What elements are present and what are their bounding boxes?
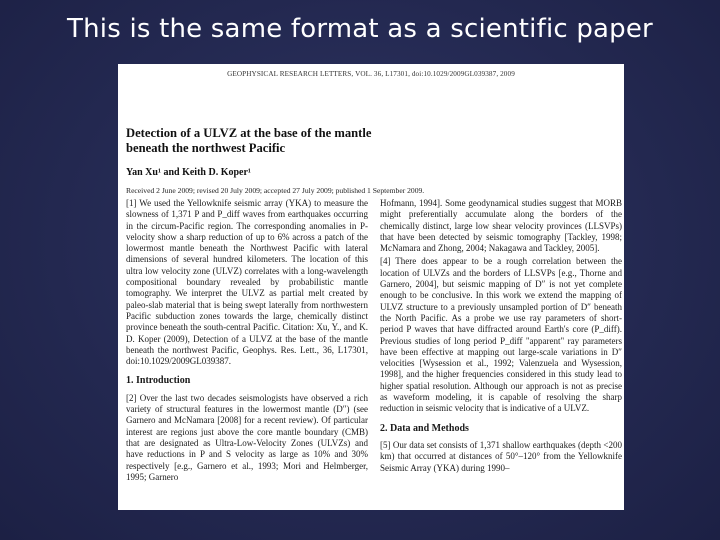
publication-dates: Received 2 June 2009; revised 20 July 2009; accepted 27 July 2009; published 1 September 2009.: [126, 186, 425, 195]
paper-title-line-1: Detection of a ULVZ at the base of the mantle: [126, 126, 372, 140]
right-paragraph-continued: Hofmann, 1994]. Some geodynamical studies suggest that MORB might preferentially accumulate along the borders of the chemically distinct, large low shear velocity provinces (LLSVPs) that have been detected by seismic tomography [Tackley, 1998; McNamara and Zhong, 2004; Nakagawa and Tackley, 2005].: [380, 198, 622, 254]
right-paragraph-4: [4] There does appear to be a rough correlation between the location of ULVZs and the borders of LLSVPs [e.g., Thorne and Garnero, 2004], but seismic mapping of D″ is not yet complete enough to be conclusive. In this work we extend the mapping of ULVZ structure to a previously unsampled portion of D″ beneath the North Pacific. As a probe we use ray parameters of short-period P waves that have diffracted around Earth's core (P_diff). Previous studies of long period P_diff "apparent" ray parameters have been effective at mapping out large-scale variations in D″ velocities [Wysession et al., 1992; Valenzuela and Wysession, 1998], and the higher frequencies considered in this study lead to higher spatial resolution. Although our approach is not as precise as waveform modeling, it is capable of resolving the sharp reduction in seismic velocity that is indicative of a ULVZ.: [380, 256, 622, 414]
running-head: GEOPHYSICAL RESEARCH LETTERS, VOL. 36, L17301, doi:10.1029/2009GL039387, 2009: [227, 70, 515, 78]
section-1-paragraph: [2] Over the last two decades seismologists have observed a rich variety of structural features in the lowermost mantle (D″) (see Garnero and McNamara [2008] for a recent review). Of particular interest are regions just above the core mantle boundary (CMB) that are designated as Ultra-Low-Velocity Zones (ULVZs) and have reductions in P and S velocity as large as 10% and 30% respectively [e.g., Garnero et al., 1993; Mori and Helmberger, 1995; Garnero: [126, 392, 368, 482]
slide-title: This is the same format as a scientific paper: [67, 14, 653, 44]
paper-title: [126, 126, 526, 156]
right-column: [380, 198, 622, 474]
section-1-heading: 1. Introduction: [126, 375, 191, 387]
left-column: [126, 198, 368, 483]
authors: Yan Xu¹ and Keith D. Koper¹: [126, 167, 251, 178]
paper-page-image: [118, 64, 624, 510]
paper-title-line-2: beneath the northwest Pacific: [126, 141, 286, 155]
abstract: [1] We used the Yellowknife seismic array (YKA) to measure the slowness of 1,371 P and P_diff waves from earthquakes occurring in the circum-Pacific region. The corresponding anomalies in P-velocity show a sharp reduction of up to 6% across a patch of the lowermost mantle beneath the Northwest Pacific with lateral dimensions of several hundred kilometers. The location of this ultra low velocity zone (ULVZ) correlates with a long-wavelength compositional boundary revealed by probabilistic mantle tomography. We interpret the ULVZ as partial melt created by paleo-slab material that is being swept laterally from northwestern Pacific subduction zones towards the large, chemically distinct province beneath the south-central Pacific. Citation: Xu, Y., and K. D. Koper (2009), Detection of a ULVZ at the base of the mantle beneath the northwest Pacific, Geophys. Res. Lett., 36, L17301, doi:10.1029/2009GL039387.: [126, 198, 368, 367]
section-2-paragraph: [5] Our data set consists of 1,371 shallow earthquakes (depth <200 km) that occurred at distances of 50°–120° from the Yellowknife Seismic Array (YKA) during 1990–: [380, 439, 622, 473]
section-2-heading: 2. Data and Methods: [380, 422, 469, 434]
